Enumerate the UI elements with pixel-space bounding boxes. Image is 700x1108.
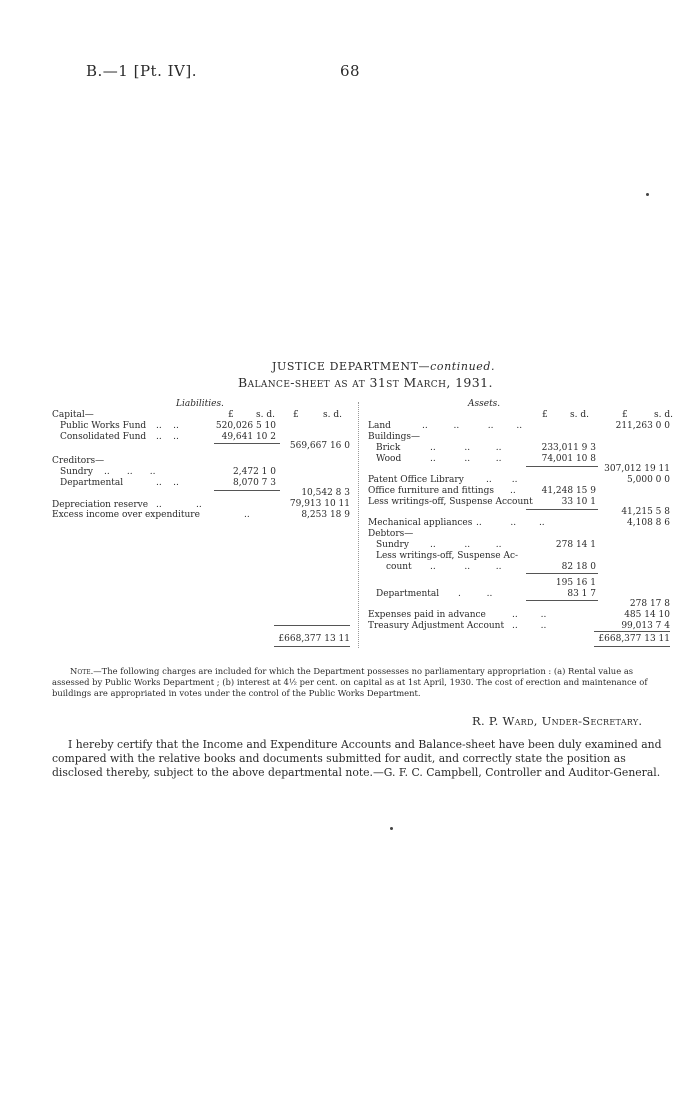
leader-dots: .. .. .. .. xyxy=(422,421,523,431)
leader-dots: .. .. .. xyxy=(476,518,545,528)
creditors-label: Creditors— xyxy=(52,456,105,466)
public-works-fund-label: Public Works Fund xyxy=(60,421,147,431)
leader-dots: .. xyxy=(510,486,516,496)
leader-dots: .. .. xyxy=(156,500,202,510)
leader-dots: .. .. xyxy=(512,610,547,620)
assets-heading: Assets. xyxy=(468,399,501,409)
debtors-sundry-label: Sundry xyxy=(376,540,409,550)
leader-dots: . .. xyxy=(458,589,493,599)
col-header-pounds: £ xyxy=(542,410,548,420)
leader-dots: .. .. xyxy=(156,432,179,442)
title-continued: continued. xyxy=(430,360,496,373)
mechanical-appliances-label: Mechanical appliances xyxy=(368,518,473,528)
office-furniture-value: 41,248 15 9 xyxy=(541,486,596,496)
wood-value: 74,001 10 8 xyxy=(541,454,596,464)
page-number: 68 xyxy=(340,62,361,80)
scan-speck xyxy=(390,827,393,830)
column-divider xyxy=(358,402,359,648)
liabilities-grand-total: £668,377 13 11 xyxy=(278,634,350,644)
total-double-rule xyxy=(594,646,670,647)
furniture-writeoff-label: Less writings-off, Suspense Account xyxy=(368,497,533,507)
leader-dots: .. .. .. xyxy=(430,454,502,464)
col-header-sd: s. d. xyxy=(323,410,342,420)
land-value: 211,263 0 0 xyxy=(615,421,670,431)
creditors-departmental-value: 8,070 7 3 xyxy=(233,478,276,488)
liabilities-heading: Liabilities. xyxy=(176,399,224,409)
leader-dots: .. .. .. xyxy=(430,443,502,453)
depreciation-reserve-label: Depreciation reserve xyxy=(52,500,149,510)
total-rule xyxy=(274,625,350,626)
treasury-adjustment-label: Treasury Adjustment Account xyxy=(368,621,505,631)
wood-label: Wood xyxy=(376,454,402,464)
patent-library-value: 5,000 0 0 xyxy=(627,475,670,485)
col-header-pounds: £ xyxy=(622,410,628,420)
assets-grand-total: £668,377 13 11 xyxy=(598,634,670,644)
col-header-pounds: £ xyxy=(293,410,299,420)
leader-dots: .. .. xyxy=(156,421,179,431)
debtors-sundry-value: 278 14 1 xyxy=(555,540,596,550)
furniture-net-value: 41,215 5 8 xyxy=(621,507,670,517)
leader-dots: .. .. xyxy=(512,621,547,631)
office-furniture-label: Office furniture and fittings xyxy=(368,486,494,496)
mechanical-appliances-value: 4,108 8 6 xyxy=(627,518,670,528)
creditors-departmental-label: Departmental xyxy=(60,478,124,488)
note-lead: Note. xyxy=(70,666,94,676)
document-title xyxy=(272,360,495,373)
consolidated-fund-value: 49,641 10 2 xyxy=(221,432,276,442)
col-header-sd: s. d. xyxy=(256,410,275,420)
note-text: —The following charges are included for which the Department possesses no parliamentary appropriation : (a) Rental value as assessed by Public Works Department ; (b) interest at 4½ per cent. on capital as at 1st April, 1930. The cost of erection and maintenance of buildings are appropriated in votes under the control of the Public Works Department. xyxy=(52,666,648,698)
capital-label: Capital— xyxy=(52,410,94,420)
auditor-certification: I hereby certify that the Income and Expenditure Accounts and Balance-sheet have been duly examined and compared with the relative books and documents submitted for audit, and correctly state the position as disclosed thereby, subject to the above departmental note.—G. F. C. Campbell, Controller and Auditor-General. xyxy=(52,738,662,779)
debtors-departmental-value: 83 1 7 xyxy=(567,589,596,599)
balance-sheet-subtitle: Balance-sheet as at 31st March, 1931. xyxy=(238,375,493,390)
sundry-writeoff-label-cont: count xyxy=(386,562,412,572)
leader-dots: .. .. .. xyxy=(430,540,502,550)
sundry-writeoff-value: 82 18 0 xyxy=(561,562,596,572)
col-header-sd: s. d. xyxy=(570,410,589,420)
subtotal-rule xyxy=(526,573,598,574)
patent-library-label: Patent Office Library xyxy=(368,475,464,485)
depreciation-reserve-value: 79,913 10 11 xyxy=(289,499,350,509)
brick-value: 233,011 9 3 xyxy=(541,443,596,453)
total-rule xyxy=(594,631,670,632)
excess-income-label: Excess income over expenditure xyxy=(52,510,200,520)
total-double-rule xyxy=(274,646,350,647)
leader-dots: .. .. xyxy=(486,475,518,485)
expenses-advance-label: Expenses paid in advance xyxy=(368,610,486,620)
treasury-adjustment-value: 99,013 7 4 xyxy=(621,621,670,631)
departmental-note xyxy=(52,666,670,699)
leader-dots: .. .. .. xyxy=(430,562,502,572)
col-header-sd: s. d. xyxy=(654,410,673,420)
buildings-total: 307,012 19 11 xyxy=(604,464,670,474)
leader-dots: .. .. .. xyxy=(104,467,156,477)
capital-total: 569,667 16 0 xyxy=(289,441,350,451)
creditors-sundry-value: 2,472 1 0 xyxy=(233,467,276,477)
excess-income-value: 8,253 18 9 xyxy=(301,510,350,520)
title-main: JUSTICE DEPARTMENT— xyxy=(272,360,431,373)
under-secretary-signature: R. P. Ward, Under-Secretary. xyxy=(472,714,643,728)
debtors-label: Debtors— xyxy=(368,529,414,539)
furniture-writeoff-value: 33 10 1 xyxy=(561,497,596,507)
buildings-label: Buildings— xyxy=(368,432,420,442)
consolidated-fund-label: Consolidated Fund xyxy=(60,432,147,442)
expenses-advance-value: 485 14 10 xyxy=(624,610,670,620)
brick-label: Brick xyxy=(376,443,401,453)
debtors-total: 278 17 8 xyxy=(629,599,670,609)
leader-dots: .. .. xyxy=(156,478,179,488)
public-works-fund-value: 520,026 5 10 xyxy=(215,421,276,431)
creditors-sundry-label: Sundry xyxy=(60,467,93,477)
leader-dots: .. xyxy=(244,510,250,520)
scan-speck xyxy=(646,193,649,196)
debtors-departmental-label: Departmental xyxy=(376,589,440,599)
sundry-writeoff-label: Less writings-off, Suspense Ac- xyxy=(376,551,519,561)
page-header-reference: B.—1 [Pt. IV]. xyxy=(86,62,197,80)
creditors-total: 10,542 8 3 xyxy=(301,488,350,498)
sundry-net-value: 195 16 1 xyxy=(555,578,596,588)
land-label: Land xyxy=(368,421,391,431)
col-header-pounds: £ xyxy=(228,410,234,420)
